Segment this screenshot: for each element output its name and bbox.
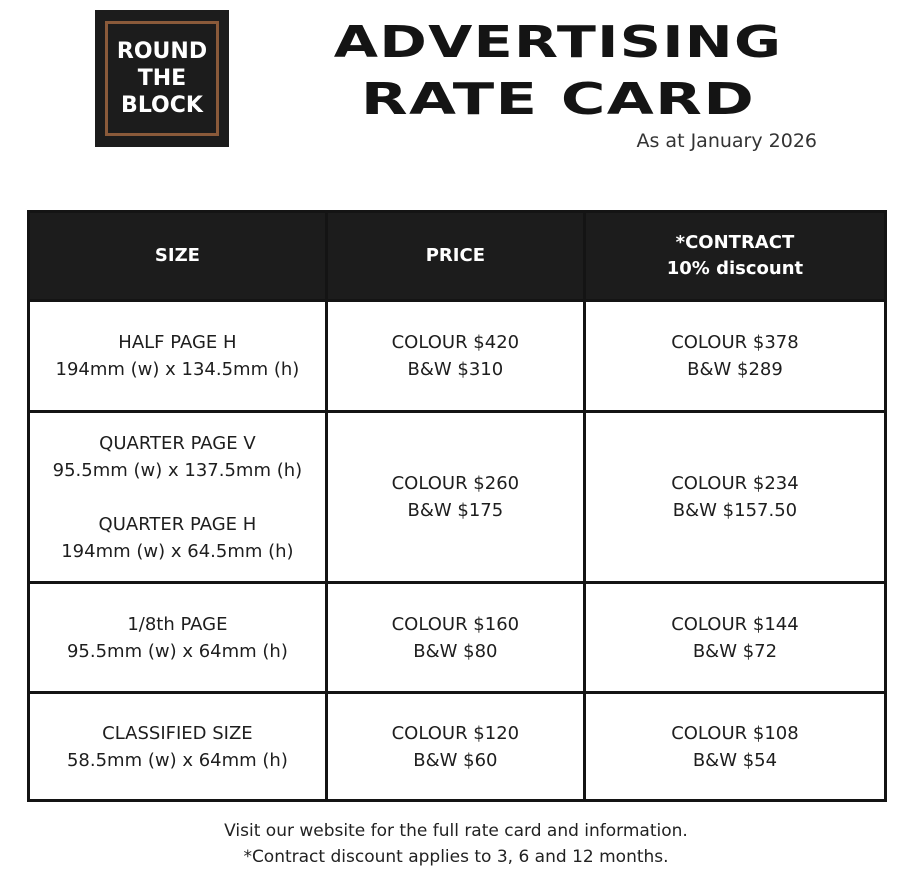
contract-bw: B&W $72 bbox=[692, 640, 778, 662]
table-row bbox=[29, 412, 886, 583]
size-name: QUARTER PAGE V bbox=[99, 432, 256, 454]
table-row bbox=[29, 301, 886, 412]
contract-bw: B&W $54 bbox=[692, 749, 778, 771]
price-bw: B&W $80 bbox=[413, 640, 498, 662]
size-spacer bbox=[31, 484, 324, 511]
price-colour: COLOUR $420 bbox=[391, 332, 520, 353]
contract-cell bbox=[584, 301, 885, 412]
size-name: 1/8th PAGE bbox=[127, 613, 228, 635]
price-colour: COLOUR $160 bbox=[391, 613, 520, 635]
contract-cell bbox=[584, 693, 885, 801]
size-cell bbox=[29, 693, 327, 801]
contract-cell bbox=[584, 583, 885, 693]
price-colour: COLOUR $120 bbox=[391, 722, 520, 744]
table-header-row bbox=[29, 212, 886, 301]
table-row bbox=[29, 583, 886, 693]
logo-line-3: BLOCK bbox=[121, 93, 203, 118]
contract-colour: COLOUR $234 bbox=[671, 473, 799, 494]
header-contract bbox=[584, 212, 885, 301]
rate-card-date: As at January 2026 bbox=[636, 130, 817, 152]
page-title-line-2: RATE CARD bbox=[360, 74, 756, 125]
size-dimensions: 58.5mm (w) x 64mm (h) bbox=[66, 749, 288, 771]
size-dimensions: 194mm (w) x 64.5mm (h) bbox=[61, 540, 294, 562]
price-cell bbox=[326, 301, 584, 412]
price-colour: COLOUR $260 bbox=[391, 473, 520, 494]
price-cell bbox=[326, 583, 584, 693]
size-dimensions: 95.5mm (w) x 137.5mm (h) bbox=[52, 459, 303, 481]
footer-note bbox=[0, 818, 912, 870]
price-cell bbox=[326, 412, 584, 583]
header-price: PRICE bbox=[326, 212, 584, 301]
header-size: SIZE bbox=[29, 212, 327, 301]
price-bw: B&W $60 bbox=[413, 749, 498, 771]
size-dimensions: 194mm (w) x 134.5mm (h) bbox=[55, 359, 300, 380]
size-dimensions: 95.5mm (w) x 64mm (h) bbox=[66, 640, 288, 662]
table-row bbox=[29, 693, 886, 801]
rate-table bbox=[27, 210, 887, 802]
footer-website-note: Visit our website for the full rate card and information. bbox=[224, 821, 688, 841]
size-name: CLASSIFIED SIZE bbox=[102, 722, 253, 744]
size-name: HALF PAGE H bbox=[118, 332, 237, 353]
logo-line-1: ROUND bbox=[116, 39, 208, 64]
price-bw: B&W $175 bbox=[407, 500, 504, 521]
size-cell bbox=[29, 583, 327, 693]
logo-line-2: THE bbox=[137, 66, 187, 91]
contract-colour: COLOUR $108 bbox=[671, 722, 799, 744]
price-bw: B&W $310 bbox=[407, 359, 504, 380]
contract-colour: COLOUR $378 bbox=[671, 332, 799, 353]
header-contract-title: *CONTRACT bbox=[675, 232, 795, 253]
size-cell bbox=[29, 301, 327, 412]
footer-contract-note: *Contract discount applies to 3, 6 and 12 months. bbox=[243, 847, 669, 867]
contract-cell bbox=[584, 412, 885, 583]
contract-colour: COLOUR $144 bbox=[671, 613, 799, 635]
page-title-line-1: ADVERTISING bbox=[333, 17, 783, 68]
contract-bw: B&W $289 bbox=[687, 359, 783, 380]
size-cell bbox=[29, 412, 327, 583]
contract-bw: B&W $157.50 bbox=[672, 500, 798, 521]
size-name: QUARTER PAGE H bbox=[98, 513, 257, 535]
price-cell bbox=[326, 693, 584, 801]
header-contract-discount: 10% discount bbox=[666, 258, 804, 279]
